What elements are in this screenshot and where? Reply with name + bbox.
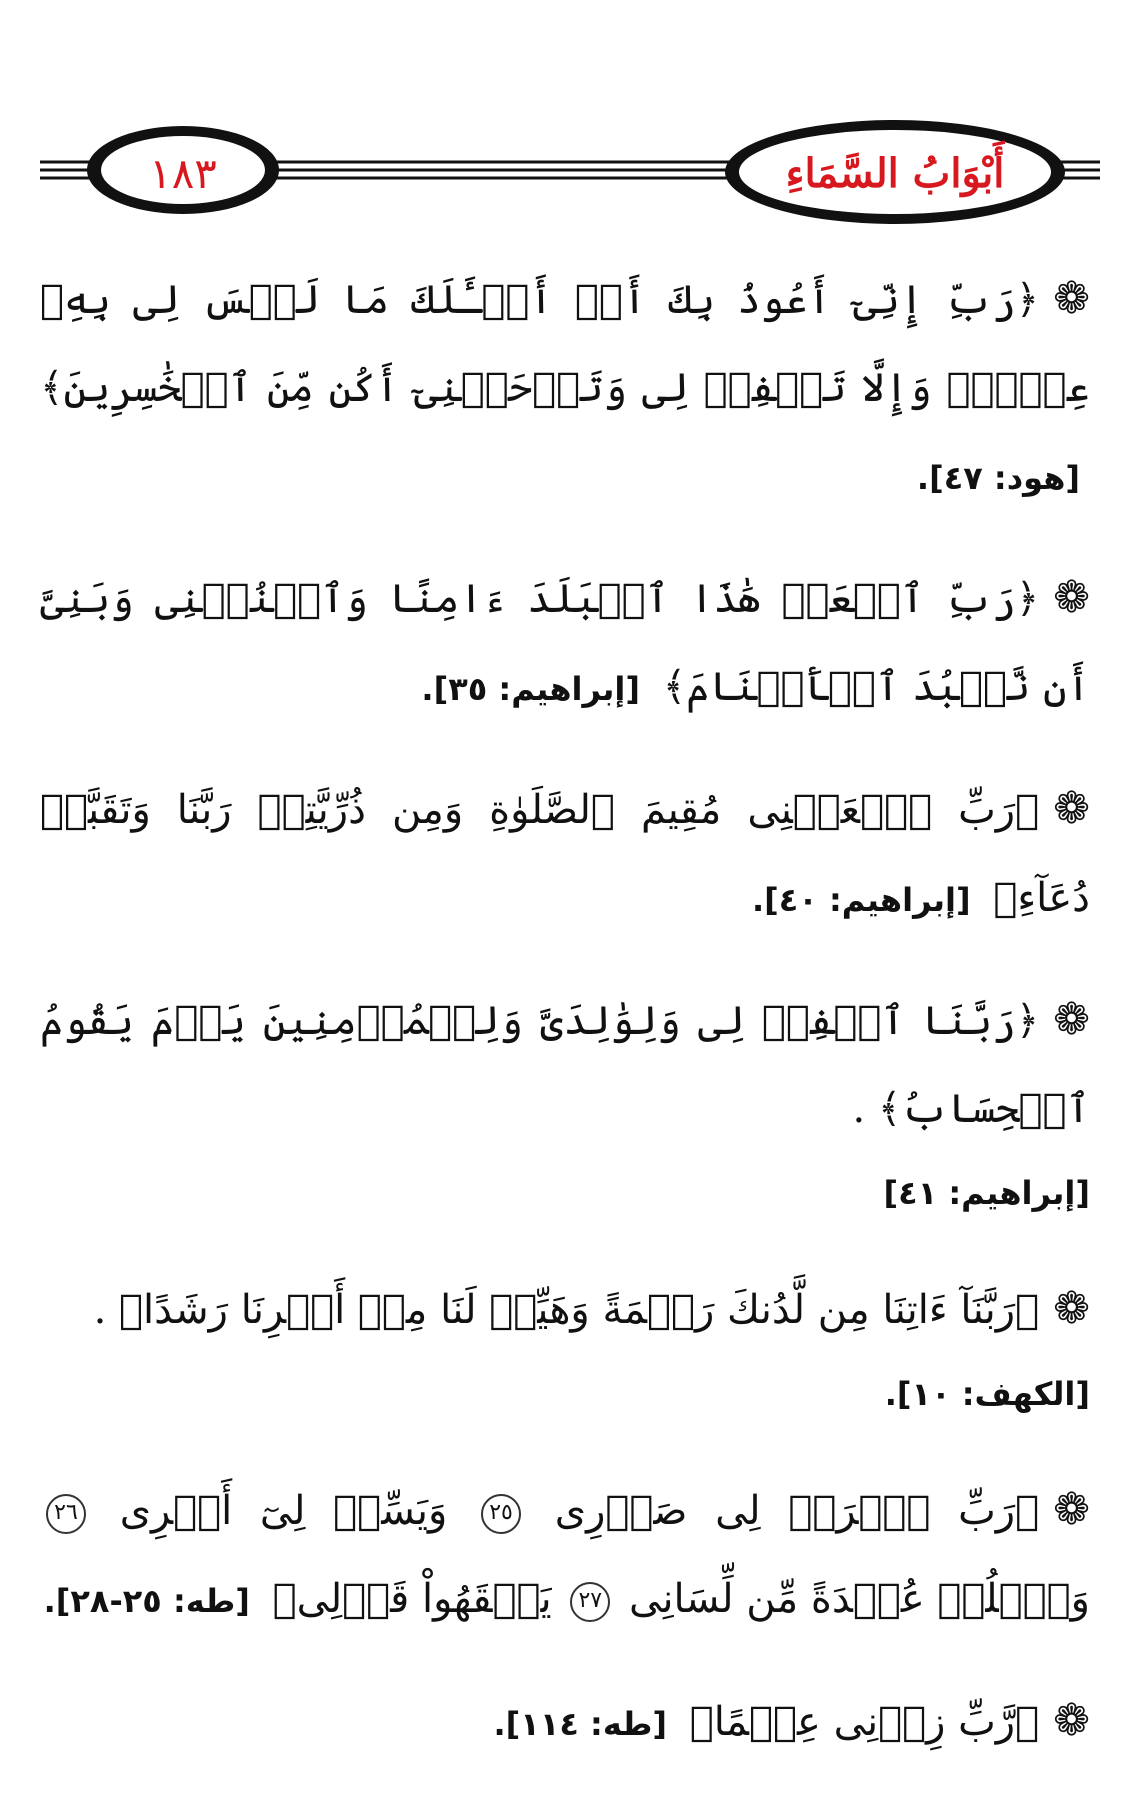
ayah-number-badge: ٢٦ — [46, 1494, 86, 1534]
verse-text: وَٱحۡلُلۡ عُقۡدَةً مِّن لِّسَانِى — [629, 1576, 1090, 1622]
verse-text: ﴿رَبَّنَا ٱغۡفِرۡ لِى وَلِوَٰلِدَىَّ وَلِلۡمُؤۡمِنِينَ يَوۡمَ يَقُومُ ٱلۡحِسَابُ﴾ . — [40, 998, 1090, 1132]
verse-text: ﴿رَبِّ ٱشۡرَحۡ لِى صَدۡرِى — [554, 1488, 1040, 1534]
flower-bullet-icon: ❁ — [1053, 273, 1090, 324]
verse-entry — [40, 255, 1090, 522]
verse-entry — [40, 554, 1090, 733]
verse-text: وَيَسِّرۡ لِىٓ أَمۡرِى — [119, 1488, 448, 1534]
verse-reference: [إبراهيم: ٣٥]. — [421, 670, 641, 708]
flower-bullet-icon: ❁ — [1053, 572, 1090, 623]
verse-entry — [40, 765, 1090, 944]
verse-reference: [طه: ١١٤]. — [493, 1705, 667, 1743]
verse-reference: [طه: ٢٥-٢٨]. — [43, 1582, 250, 1620]
page-number: ١٨٣ — [149, 149, 217, 198]
verse-entry — [40, 1265, 1090, 1434]
chapter-title: أَبْوَابُ السَّمَاءِ — [785, 150, 1005, 197]
flower-bullet-icon: ❁ — [1053, 994, 1090, 1045]
ayah-number-badge: ٢٥ — [481, 1494, 521, 1534]
verse-reference: [إبراهيم: ٤١] — [883, 1174, 1090, 1212]
verse-entry — [40, 1677, 1090, 1768]
page-body — [40, 255, 1090, 1800]
flower-bullet-icon: ❁ — [1053, 783, 1090, 834]
page-header — [40, 120, 1100, 230]
flower-bullet-icon: ❁ — [1053, 1283, 1090, 1334]
verse-reference: [إبراهيم: ٤٠]. — [751, 881, 971, 919]
verse-text: ﴿رَبَّنَآ ءَاتِنَا مِن لَّدُنكَ رَحۡمَةً وَهَيِّئۡ لَنَا مِنۡ أَمۡرِنَا رَشَدًا﴾ . — [93, 1287, 1040, 1333]
flower-bullet-icon: ❁ — [1053, 1695, 1090, 1746]
verse-text: ﴿رَبِّ ٱجۡعَلۡ هَٰذَا ٱلۡبَلَدَ ءَامِنًا وَٱجۡنُبۡنِى وَبَنِىَّ أَن نَّعۡبُدَ ٱلۡأَصۡنَامَ﴾ — [40, 576, 1090, 710]
verse-entry — [40, 976, 1090, 1233]
verse-text: يَفۡقَهُواْ قَوۡلِى﴾ — [272, 1576, 552, 1622]
verse-entry — [40, 1466, 1090, 1645]
verse-text: ﴿رَبِّ ٱجۡعَلۡنِى مُقِيمَ ٱلصَّلَوٰةِ وَمِن ذُرِّيَّتِىۚ رَبَّنَا وَتَقَبَّلۡ دُعَآءِ﴾ — [40, 787, 1090, 921]
verse-reference: [هود: ٤٧]. — [916, 459, 1080, 497]
verse-text: ﴿رَّبِّ زِدۡنِى عِلۡمًا﴾ — [689, 1699, 1040, 1745]
verse-text: ﴿رَبِّ إِنِّىٓ أَعُوذُ بِكَ أَنۡ أَسۡـَٔلَكَ مَا لَيۡسَ لِى بِهِۦ عِلۡمٌۖ وَإِلَّا تَغۡفِرۡ لِى وَتَرۡحَمۡنِىٓ أَكُن مِّنَ ٱلۡخَٰسِرِينَ﴾ — [40, 277, 1090, 411]
verse-reference: [الكهف: ١٠]. — [884, 1375, 1090, 1413]
ayah-number-badge: ٢٧ — [570, 1582, 610, 1622]
flower-bullet-icon: ❁ — [1053, 1484, 1090, 1535]
